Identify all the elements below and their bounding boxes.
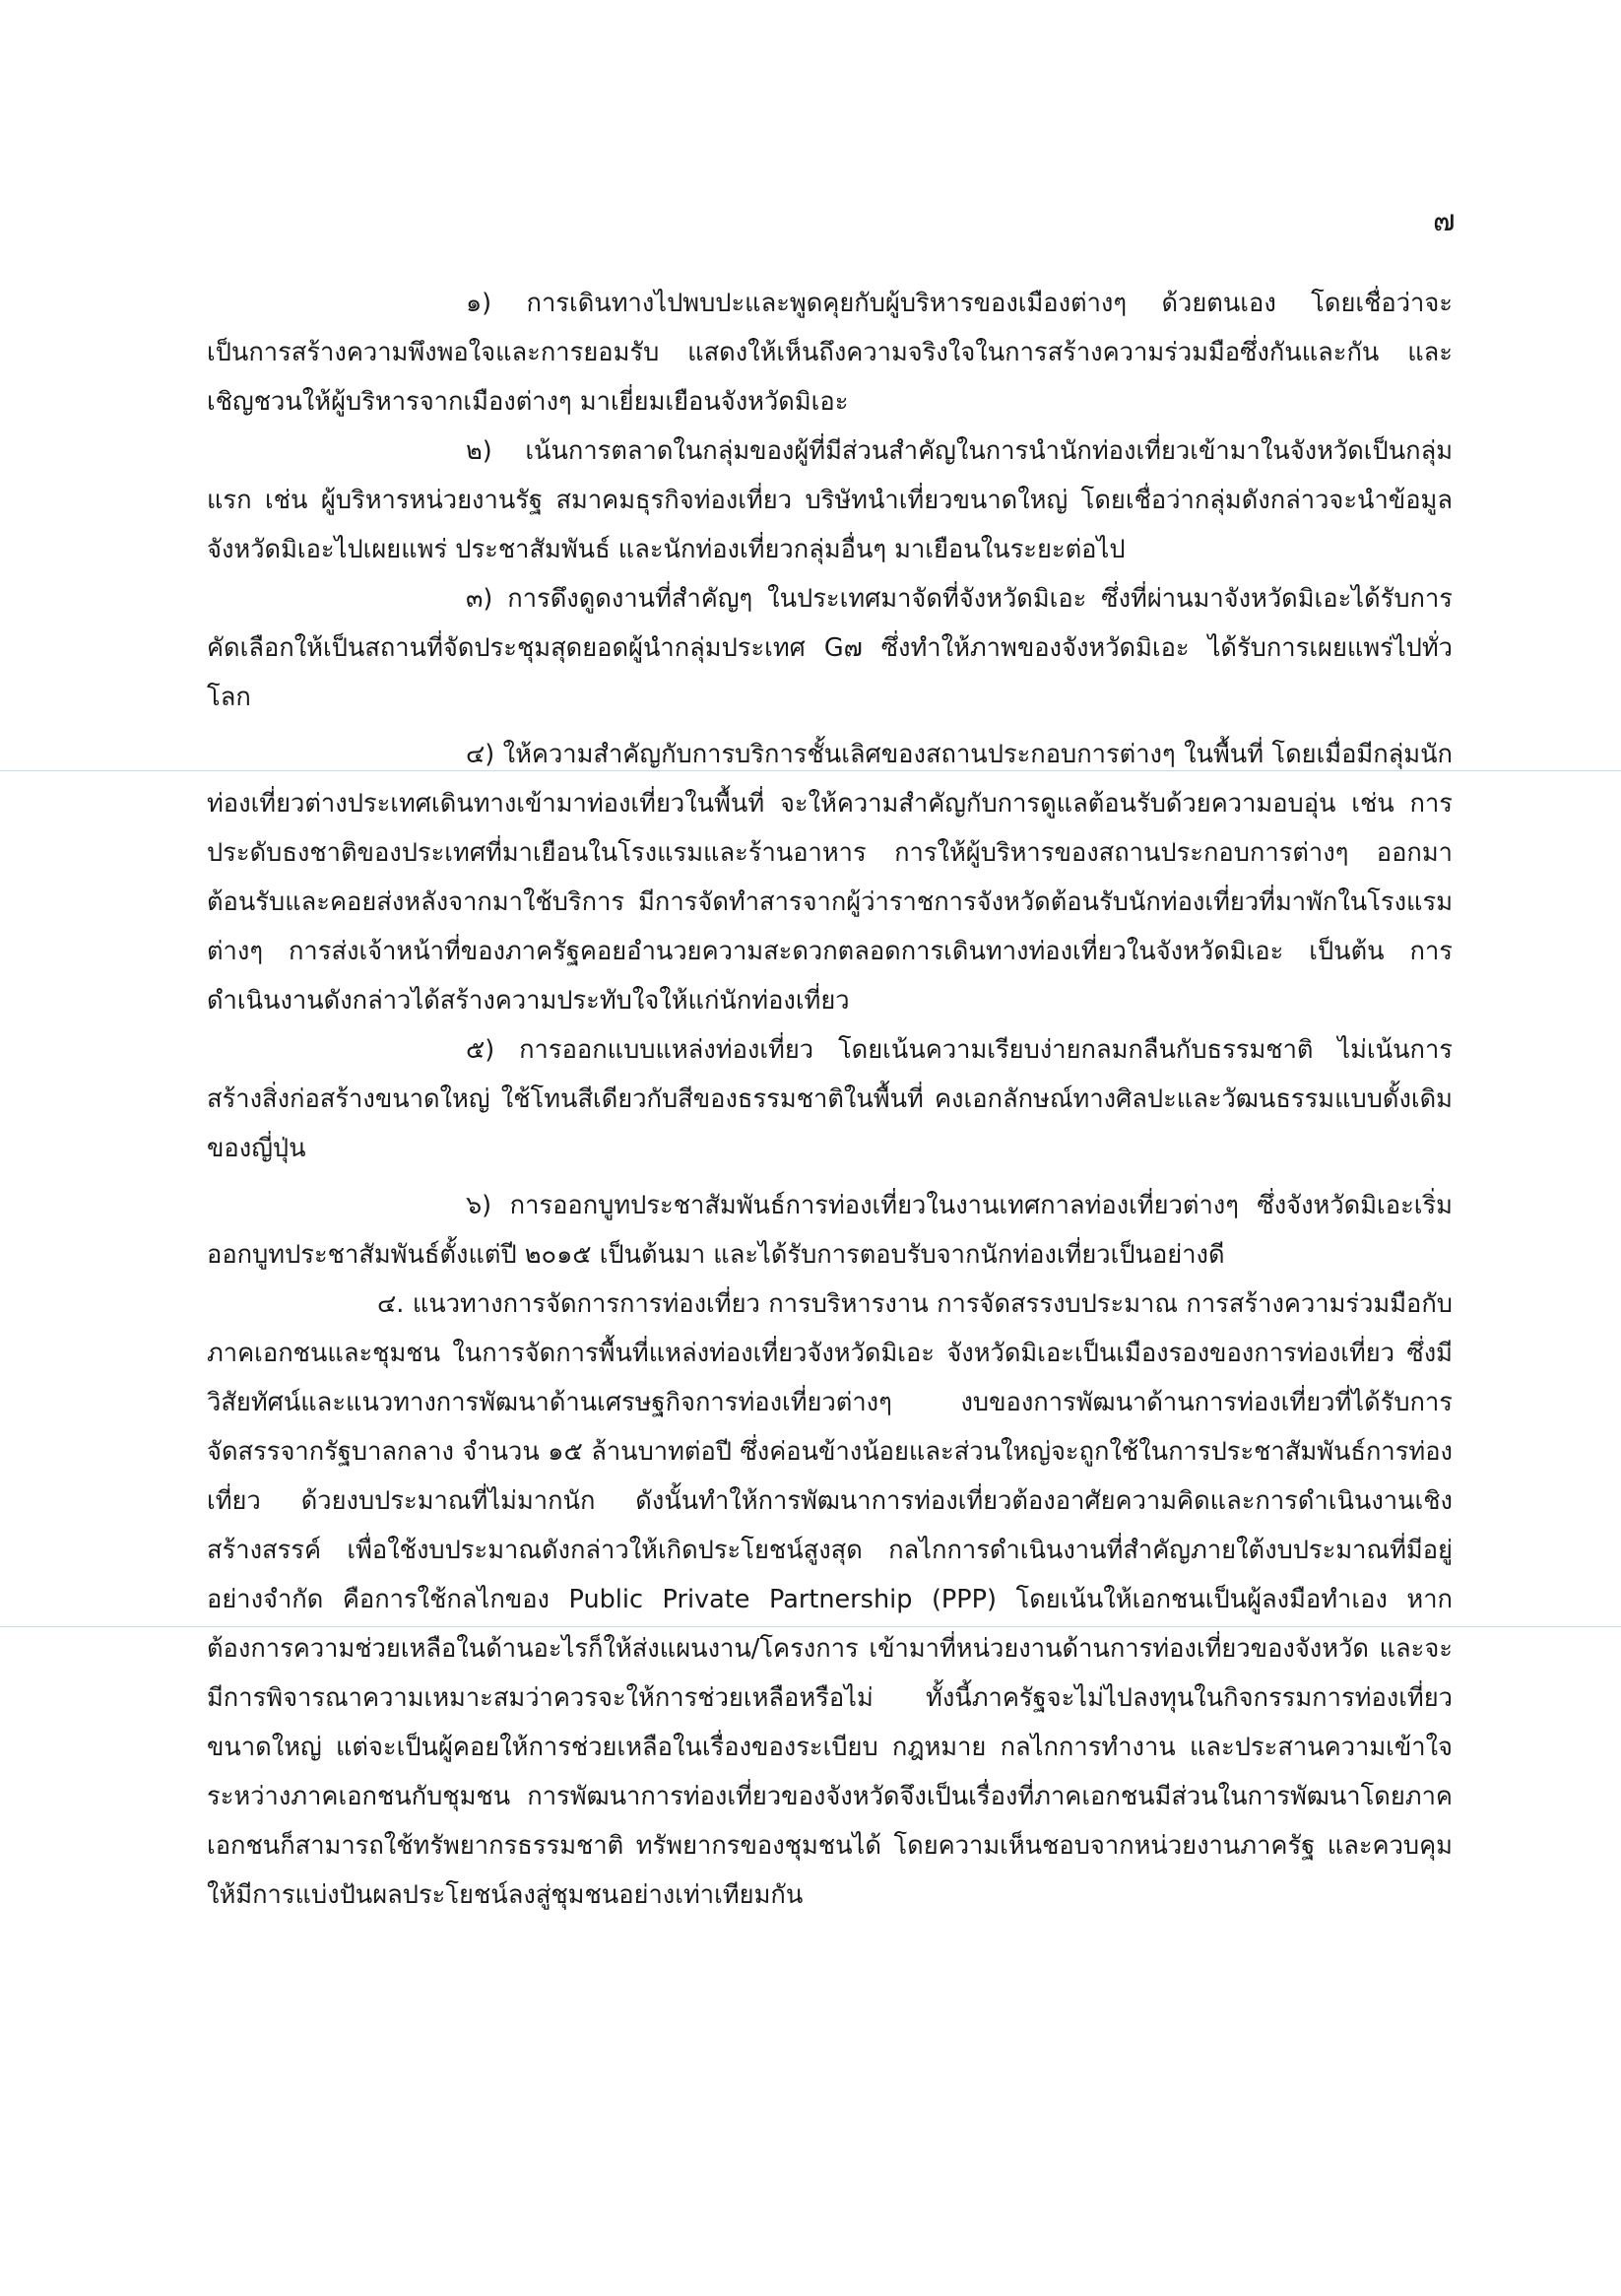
list-item-4: ๔) ให้ความสำคัญกับการบริการชั้นเลิศของสถานประกอบการต่างๆ ในพื้นที่ โดยเมื่อมีกลุ่มนักท่องเที่ยวต่างประเทศเดินทางเข้ามาท่องเที่ยวในพื้นที่ จะให้ความสำคัญกับการดูแลต้อนรับด้วยความอบอุ่น เช่น การประดับธงชาติของประเทศที่มาเยือนในโรงแรมและร้านอาหาร การให้ผู้บริหารของสถานประกอบการต่างๆ ออกมาต้อนรับและคอยส่งหลังจากมาใช้บริการ มีการจัดทำสารจากผู้ว่าราชการจังหวัดต้อนรับนักท่องเที่ยวที่มาพักในโรงแรมต่างๆ การส่งเจ้าหน้าที่ของภาครัฐคอยอำนวยความสะดวกตลอดการเดินทางท่องเที่ยวในจังหวัดมิเอะ เป็นต้น การดำเนินงานดังกล่าวได้สร้างความประทับใจให้แก่นักท่องเที่ยว — [207, 740, 1453, 1016]
list-item-3: ๓) การดึงดูดงานที่สำคัญๆ ในประเทศมาจัดที่จังหวัดมิเอะ ซึ่งที่ผ่านมาจังหวัดมิเอะได้รับการคัดเลือกให้เป็นสถานที่จัดประชุมสุดยอดผู้นำกลุ่มประเทศ G๗ ซึ่งทำให้ภาพของจังหวัดมิเอะ ได้รับการเผยแพร่ไปทั่วโลก — [207, 584, 1453, 712]
list-item-1: ๑) การเดินทางไปพบปะและพูดคุยกับผู้บริหารของเมืองต่างๆ ด้วยตนเอง โดยเชื่อว่าจะเป็นการสร้างความพึงพอใจและการยอมรับ แสดงให้เห็นถึงความจริงใจในการสร้างความร่วมมือซึ่งกันและกัน และเชิญชวนให้ผู้บริหารจากเมืองต่างๆ มาเยี่ยมเยือนจังหวัดมิเอะ — [207, 289, 1453, 417]
page-number: ๗ — [1433, 204, 1456, 238]
list-item-2: ๒) เน้นการตลาดในกลุ่มของผู้ที่มีส่วนสำคัญในการนำนักท่องเที่ยวเข้ามาในจังหวัดเป็นกลุ่มแรก เช่น ผู้บริหารหน่วยงานรัฐ สมาคมธุรกิจท่องเที่ยว บริษัทนำเที่ยวขนาดใหญ่ โดยเชื่อว่ากลุ่มดังกล่าวจะนำข้อมูลจังหวัดมิเอะไปเผยแพร่ ประชาสัมพันธ์ และนักท่องเที่ยวกลุ่มอื่นๆ มาเยือนในระยะต่อไป — [207, 436, 1453, 564]
list-item-6: ๖) การออกบูทประชาสัมพันธ์การท่องเที่ยวในงานเทศกาลท่องเที่ยวต่างๆ ซึ่งจังหวัดมิเอะเริ่มออกบูทประชาสัมพันธ์ตั้งแต่ปี ๒๐๑๕ เป็นต้นมา และได้รับการตอบรับจากนักท่องเที่ยวเป็นอย่างดี — [207, 1191, 1453, 1270]
document-body — [207, 279, 1453, 1920]
section-4-paragraph: ๔. แนวทางการจัดการการท่องเที่ยว การบริหารงาน การจัดสรรงบประมาณ การสร้างความร่วมมือกับภาคเอกชนและชุมชน ในการจัดการพื้นที่แหล่งท่องเที่ยวจังหวัดมิเอะ จังหวัดมิเอะเป็นเมืองรองของการท่องเที่ยว ซึ่งมีวิสัยทัศน์และแนวทางการพัฒนาด้านเศรษฐกิจการท่องเที่ยวต่างๆ งบของการพัฒนาด้านการท่องเที่ยวที่ได้รับการจัดสรรจากรัฐบาลกลาง จำนวน ๑๕ ล้านบาทต่อปี ซึ่งค่อนข้างน้อยและส่วนใหญ่จะถูกใช้ในการประชาสัมพันธ์การท่องเที่ยว ด้วยงบประมาณที่ไม่มากนัก ดังนั้นทำให้การพัฒนาการท่องเที่ยวต้องอาศัยความคิดและการดำเนินงานเชิงสร้างสรรค์ เพื่อใช้งบประมาณดังกล่าวให้เกิดประโยชน์สูงสุด กลไกการดำเนินงานที่สำคัญภายใต้งบประมาณที่มีอยู่อย่างจำกัด คือการใช้กลไกของ Public Private Partnership (PPP) โดยเน้นให้เอกชนเป็นผู้ลงมือทำเอง หากต้องการความช่วยเหลือในด้านอะไรก็ให้ส่งแผนงาน/โครงการ เข้ามาที่หน่วยงานด้านการท่องเที่ยวของจังหวัด และจะมีการพิจารณาความเหมาะสมว่าควรจะให้การช่วยเหลือหรือไม่ ทั้งนี้ภาครัฐจะไม่ไปลงทุนในกิจกรรมการท่องเที่ยวขนาดใหญ่ แต่จะเป็นผู้คอยให้การช่วยเหลือในเรื่องของระเบียบ กฎหมาย กลไกการทำงาน และประสานความเข้าใจระหว่างภาคเอกชนกับชุมชน การพัฒนาการท่องเที่ยวของจังหวัดจึงเป็นเรื่องที่ภาคเอกชนมีส่วนในการพัฒนาโดยภาคเอกชนก็สามารถใช้ทรัพยากรธรรมชาติ ทรัพยากรของชุมชนได้ โดยความเห็นชอบจากหน่วยงานภาครัฐ และควบคุมให้มีการแบ่งปันผลประโยชน์ลงสู่ชุมชนอย่างเท่าเทียมกัน — [207, 1289, 1453, 1910]
list-item-5: ๕) การออกแบบแหล่งท่องเที่ยว โดยเน้นความเรียบง่ายกลมกลืนกับธรรมชาติ ไม่เน้นการสร้างสิ่งก่อสร้างขนาดใหญ่ ใช้โทนสีเดียวกับสีของธรรมชาติในพื้นที่ คงเอกลักษณ์ทางศิลปะและวัฒนธรรมแบบดั้งเดิมของญี่ปุ่น — [207, 1035, 1453, 1163]
